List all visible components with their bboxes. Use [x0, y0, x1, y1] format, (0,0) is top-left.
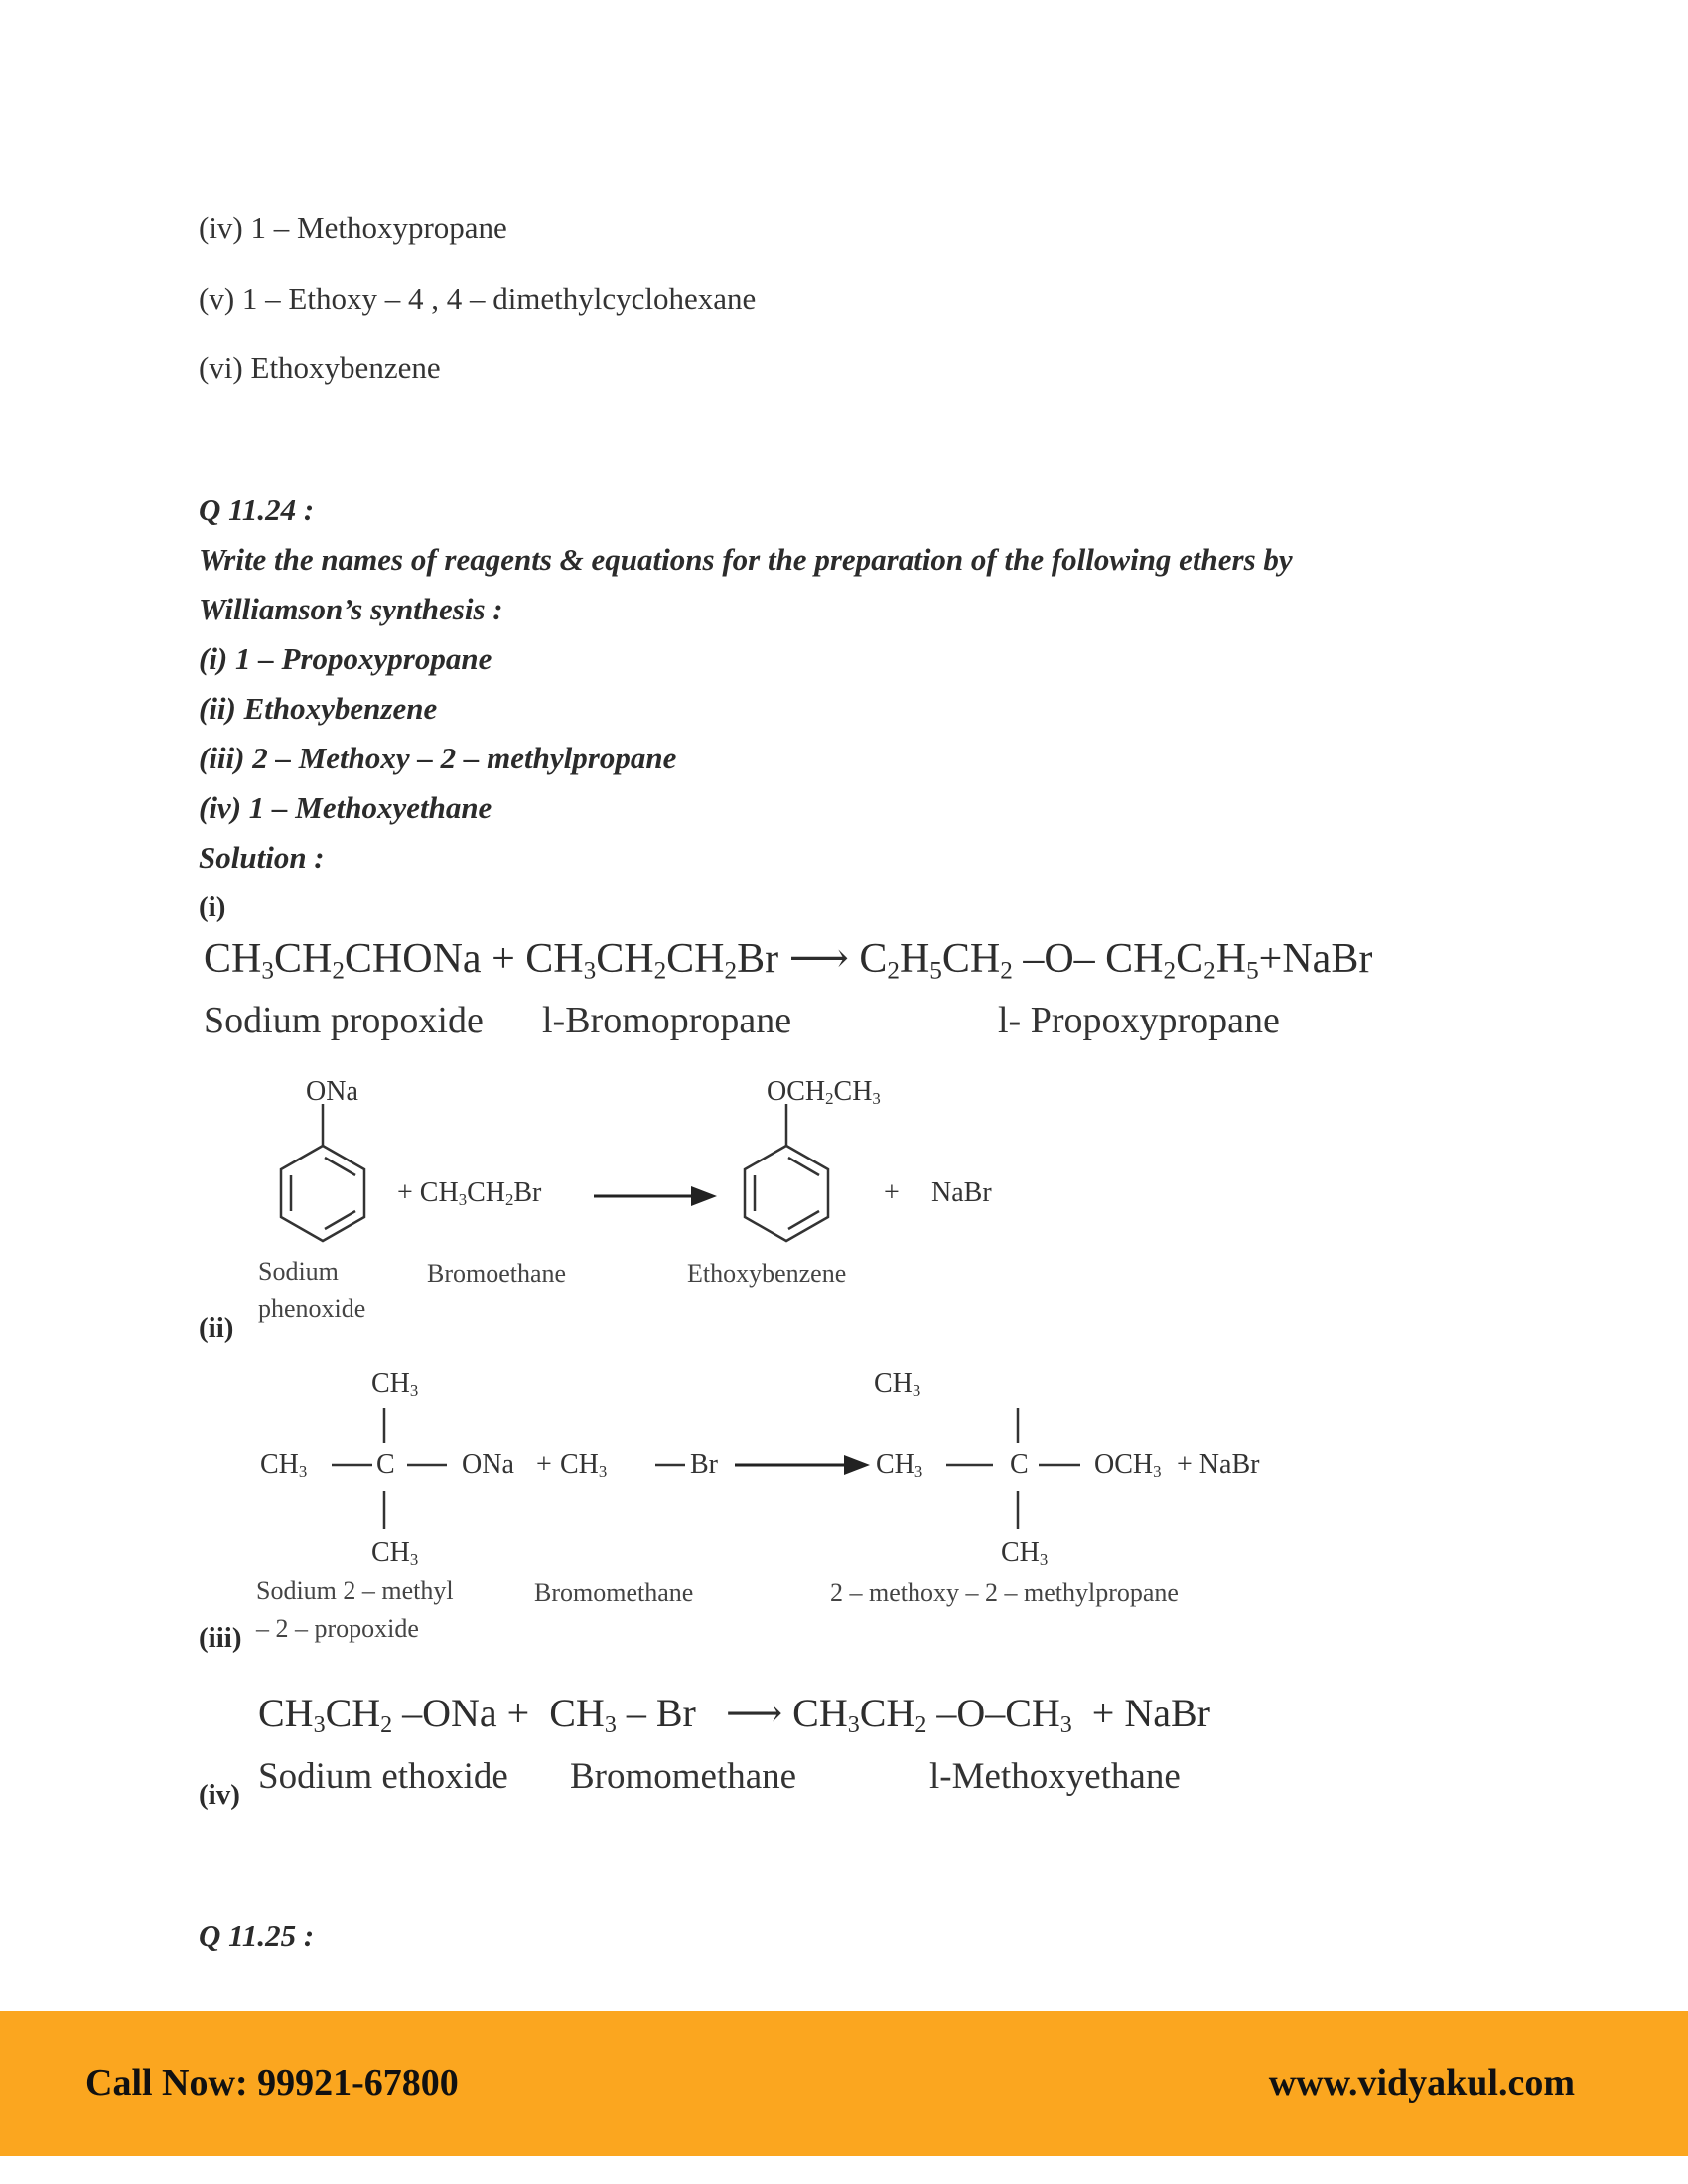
- carbon-left: C: [376, 1449, 395, 1480]
- ch3-bottom-right: $CH_3$: [1001, 1537, 1049, 1570]
- question-part-i: (i) 1 – Propoxypropane: [199, 641, 492, 676]
- prev-answer-iv: (iv) 1 – Methoxypropane: [199, 210, 507, 245]
- reactant-1: $CH_3CH_2$ –ONa +: [258, 1691, 530, 1738]
- question-number: Q 11.24 :: [199, 492, 315, 527]
- plus-sign: +: [536, 1449, 552, 1480]
- reagent-bromoethane-formula: + $CH_3CH_2Br$: [397, 1177, 542, 1210]
- name-sodium-propoxide: Sodium propoxide: [204, 1000, 484, 1041]
- br: Br: [690, 1449, 718, 1480]
- arrow-icon: [594, 1184, 718, 1208]
- solution-ii-label: (ii): [199, 1312, 234, 1344]
- benzene-ring-reactant: [268, 1104, 377, 1263]
- name-methoxy-methylpropane: 2 – methoxy – 2 – methylpropane: [830, 1578, 1179, 1607]
- benzene-ring-product: [732, 1104, 841, 1263]
- ona: ONa: [462, 1449, 514, 1480]
- footer-banner: [0, 2011, 1688, 2156]
- call-now-text: Call Now: 99921-67800: [85, 2062, 459, 2104]
- substituent-ona: ONa: [306, 1076, 358, 1107]
- name-propoxypropane: l- Propoxypropane: [998, 1000, 1280, 1041]
- name-phenoxide: phenoxide: [258, 1295, 366, 1323]
- reactant-2: $CH_3$ – Br: [549, 1691, 696, 1738]
- name-bromomethane: Bromomethane: [570, 1756, 797, 1797]
- ch3-bottom-left: $CH_3$: [371, 1537, 419, 1570]
- ch3-top-left: $CH_3$: [371, 1368, 419, 1401]
- ch3-left: $CH_3$: [260, 1449, 308, 1482]
- carbon-right: C: [1010, 1449, 1029, 1480]
- arrow-icon: [735, 1453, 874, 1477]
- next-question-number: Q 11.25 :: [199, 1918, 315, 1953]
- reactant-2: $CH_3CH_2CH_2Br$: [525, 936, 779, 985]
- question-part-iii: (iii) 2 – Methoxy – 2 – methylpropane: [199, 741, 677, 775]
- equation-iv: [258, 1690, 1210, 1736]
- question-text-line1: Write the names of reagents & equations for the preparation of the following ethers by: [199, 542, 1293, 577]
- name-sodium-methyl: Sodium 2 – methyl: [256, 1576, 454, 1605]
- reactant-1: $CH_3CH_2CHONa$: [204, 936, 482, 985]
- name-sodium: Sodium: [258, 1257, 339, 1286]
- ch3-top-right: $CH_3$: [874, 1368, 921, 1401]
- byproduct-nabr: + NaBr: [1177, 1449, 1260, 1480]
- name-bromoethane: Bromoethane: [427, 1259, 567, 1288]
- byproduct-nabr: NaBr: [931, 1177, 992, 1208]
- question-part-iv: (iv) 1 – Methoxyethane: [199, 790, 492, 825]
- product: $C_2H_5CH_2$ –O– $CH_2C_2H_5$: [859, 936, 1259, 985]
- ch3-reagent: $CH_3$: [560, 1449, 608, 1482]
- arrow-icon: ⟶: [725, 1691, 783, 1735]
- name-sodium-ethoxide: Sodium ethoxide: [258, 1756, 508, 1797]
- question-text-line2: Williamson’s synthesis :: [199, 592, 503, 626]
- name-methoxyethane: l-Methoxyethane: [929, 1756, 1181, 1797]
- plus-sign: +: [884, 1177, 900, 1208]
- plus-sign: +: [492, 936, 515, 982]
- ch3-right: $CH_3$: [876, 1449, 923, 1482]
- substituent-och2ch3: $OCH_2CH_3$: [767, 1076, 881, 1109]
- prev-answer-v: (v) 1 – Ethoxy – 4 , 4 – dimethylcyclohexane: [199, 281, 757, 316]
- product: $CH_3CH_2$ $-O-CH_3$: [792, 1691, 1072, 1738]
- name-bromomethane: Bromomethane: [534, 1578, 694, 1607]
- solution-label: Solution :: [199, 840, 325, 875]
- arrow-icon: ⟶: [788, 936, 849, 982]
- prev-answer-vi: (vi) Ethoxybenzene: [199, 350, 441, 385]
- name-ethoxybenzene: Ethoxybenzene: [687, 1259, 847, 1288]
- equation-i: [204, 933, 1372, 983]
- solution-iii-label: (iii): [199, 1622, 242, 1654]
- solution-i-label: (i): [199, 891, 226, 923]
- name-bromopropane: l-Bromopropane: [542, 1000, 792, 1041]
- question-part-ii: (ii) Ethoxybenzene: [199, 691, 438, 726]
- website-link[interactable]: www.vidyakul.com: [1268, 2062, 1575, 2104]
- byproduct: + NaBr: [1091, 1691, 1210, 1735]
- och3: $OCH_3$: [1094, 1449, 1162, 1482]
- byproduct: +NaBr: [1258, 936, 1373, 982]
- name-propoxide: – 2 – propoxide: [256, 1614, 419, 1643]
- solution-iv-label: (iv): [199, 1779, 240, 1811]
